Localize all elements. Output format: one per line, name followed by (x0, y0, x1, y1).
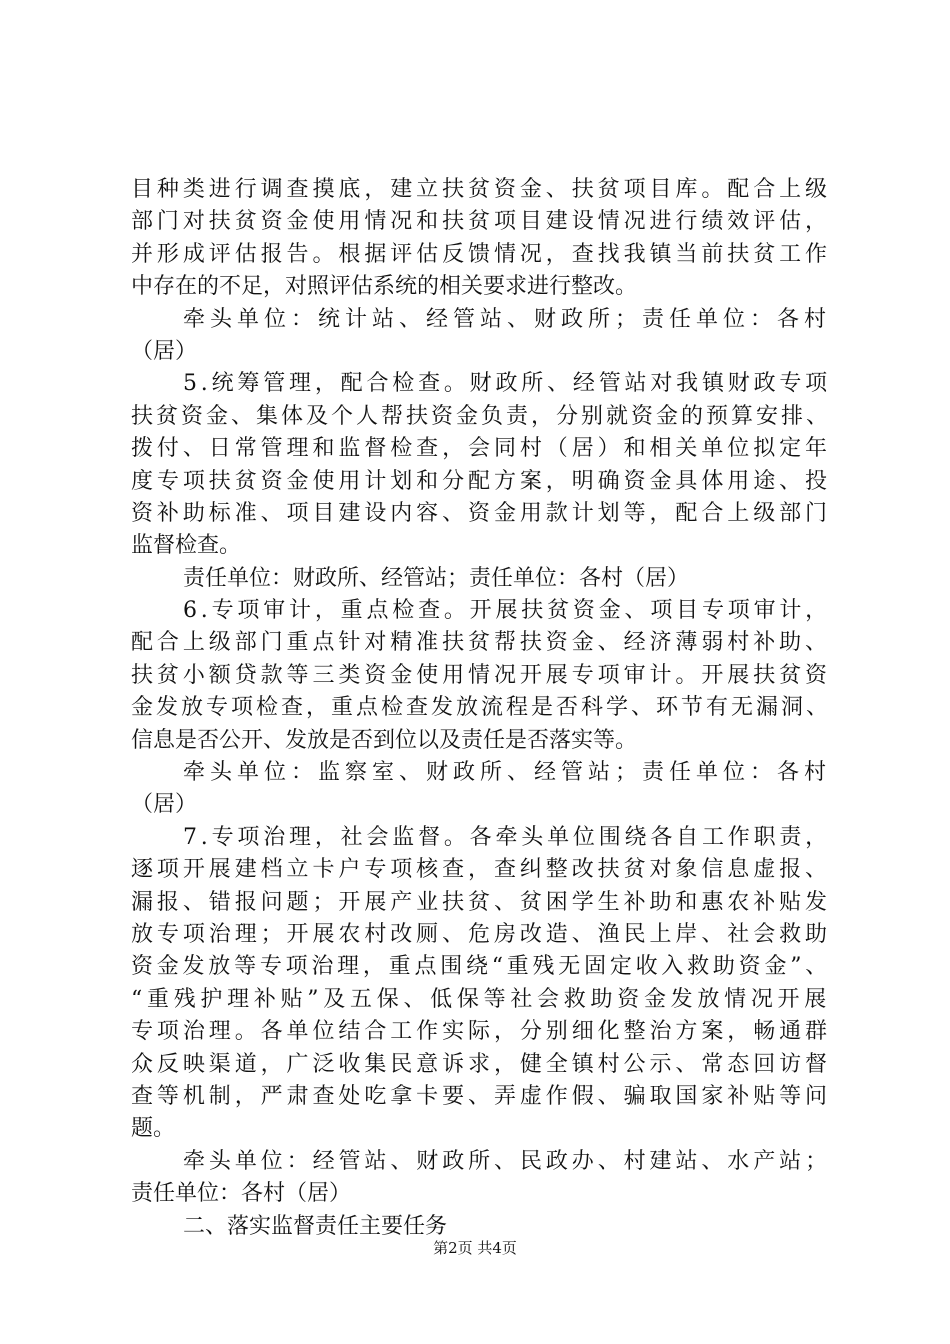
text-line: 牵头单位：监察室、财政所、经管站；责任单位：各村 (183, 760, 831, 786)
text-line: 扶贫资金、集体及个人帮扶资金负责，分别就资金的预算安排、 (131, 403, 831, 429)
text-line: 拨付、日常管理和监督检查，会同村（居）和相关单位拟定年 (131, 436, 831, 462)
text-line: （居） (131, 338, 198, 364)
text-line: 漏报、错报问题；开展产业扶贫、贫困学生补助和惠农补贴发 (131, 889, 831, 915)
text-line: 逐项开展建档立卡户专项核查，查纠整改扶贫对象信息虚报、 (131, 857, 831, 883)
text-line: 监督检查。 (131, 533, 242, 559)
text-line: 专项治理。各单位结合工作实际，分别细化整治方案，畅通群 (131, 1019, 831, 1045)
text-line: 责任单位：财政所、经管站；责任单位：各村（居） (183, 565, 690, 591)
text-line: 配合上级部门重点针对精准扶贫帮扶资金、经济薄弱村补助、 (131, 630, 831, 656)
text-line: 众反映渠道，广泛收集民意诉求，健全镇村公示、常态回访督 (131, 1051, 831, 1077)
text-line: 资补助标准、项目建设内容、资金用款计划等，配合上级部门 (131, 500, 831, 526)
text-line: 牵头单位：经管站、财政所、民政办、村建站、水产站； (183, 1148, 831, 1174)
text-line: 题。 (131, 1116, 176, 1142)
text-line: 5.统筹管理，配合检查。财政所、经管站对我镇财政专项 (183, 371, 831, 397)
page-footer: 第2页 共4页 (433, 1239, 517, 1257)
text-line: （居） (131, 792, 198, 818)
text-line: 并形成评估报告。根据评估反馈情况，查找我镇当前扶贫工作 (131, 241, 831, 267)
text-line: “重残护理补贴”及五保、低保等社会救助资金发放情况开展 (131, 986, 831, 1012)
text-line: 目种类进行调查摸底，建立扶贫资金、扶贫项目库。配合上级 (131, 177, 831, 202)
text-line: 信息是否公开、发放是否到位以及责任是否落实等。 (131, 727, 638, 753)
document-body (131, 174, 831, 1243)
text-line: 扶贫小额贷款等三类资金使用情况开展专项审计。开展扶贫资 (131, 662, 831, 688)
text-line: 中存在的不足，对照评估系统的相关要求进行整改。 (131, 274, 638, 300)
text-line: 6.专项审计，重点检查。开展扶贫资金、项目专项审计， (183, 598, 831, 624)
text-line: 资金发放等专项治理，重点围绕“重残无固定收入救助资金”、 (131, 954, 831, 980)
text-line: 放专项治理；开展农村改厕、危房改造、渔民上岸、社会救助 (131, 921, 831, 947)
text-line: 金发放专项检查，重点检查发放流程是否科学、环节有无漏洞、 (131, 695, 831, 721)
text-line: 度专项扶贫资金使用计划和分配方案，明确资金具体用途、投 (131, 468, 831, 494)
text-line: 责任单位：各村（居） (131, 1181, 352, 1207)
text-line: 二、落实监督责任主要任务 (183, 1213, 448, 1239)
text-line: 部门对扶贫资金使用情况和扶贫项目建设情况进行绩效评估， (131, 209, 831, 235)
text-line: 7.专项治理，社会监督。各牵头单位围绕各自工作职责， (183, 824, 831, 850)
text-line: 查等机制，严肃查处吃拿卡要、弄虚作假、骗取国家补贴等问 (131, 1083, 831, 1109)
text-line: 牵头单位：统计站、经管站、财政所；责任单位：各村 (183, 306, 831, 332)
